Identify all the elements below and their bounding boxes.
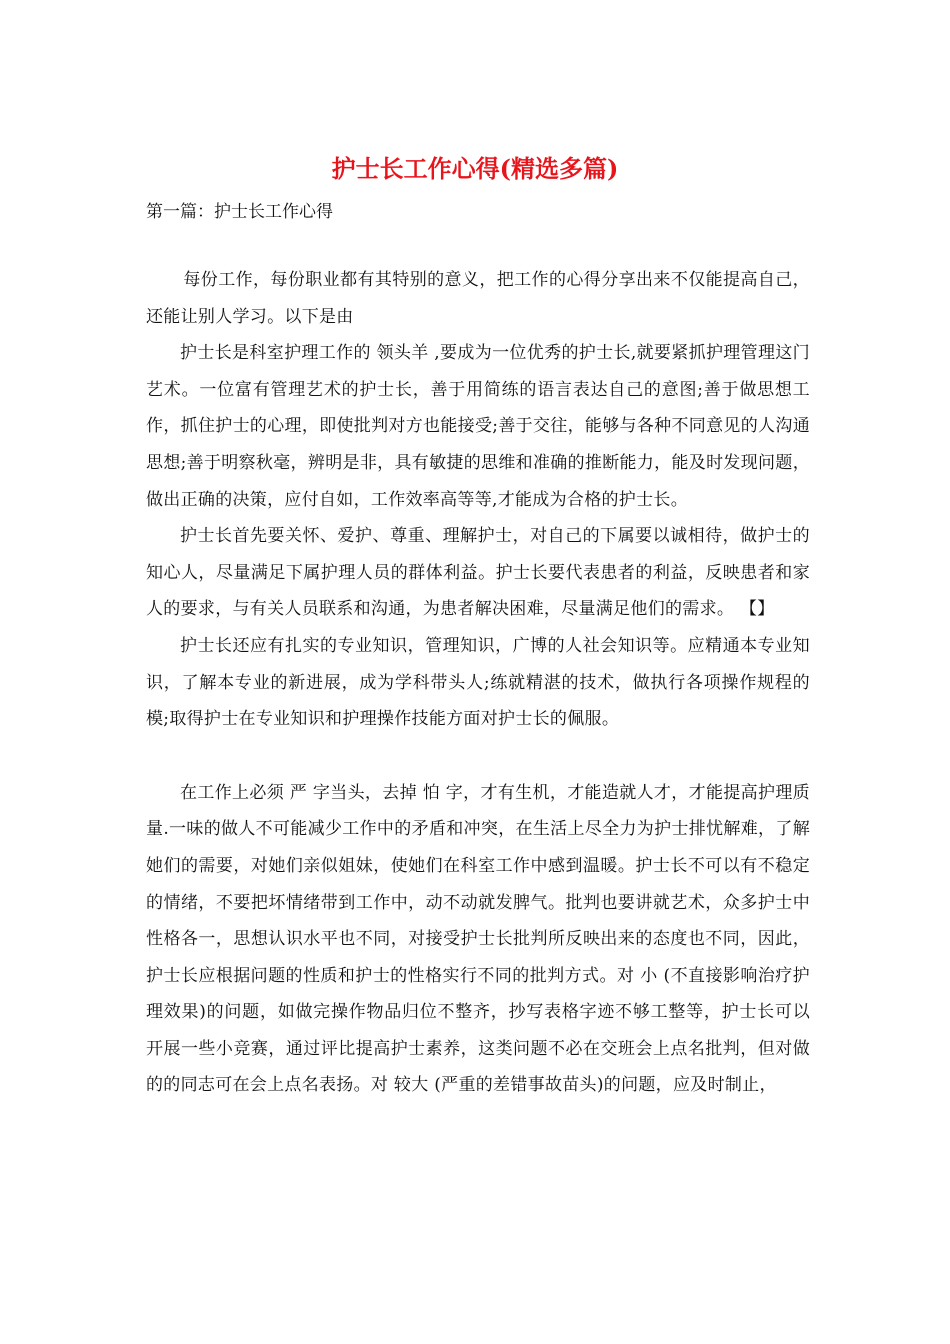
paragraph-intro: 每份工作，每份职业都有其特别的意义，把工作的心得分享出来不仅能提高自己，还能让别人学习。以下是由 [146,270,810,327]
paragraph: 护士长还应有扎实的专业知识，管理知识，广博的人社会知识等。应精通本专业知识，了解本专业的新进展，成为学科带头人;练就精湛的技术，做执行各项操作规程的模;取得护士在专业知识和护理操作技能方面对护士长的佩服。 [146,635,810,730]
paragraph: 护士长是科室护理工作的 领头羊 ,要成为一位优秀的护士长,就要紧抓护理管理这门艺术。一位富有管理艺术的护士长，善于用简练的语言表达自己的意图;善于做思想工作，抓住护士的心理，即使批判对方也能接受;善于交往，能够与各种不同意见的人沟通思想;善于明察秋毫，辨明是非，具有敏捷的思维和准确的推断能力，能及时发现问题，做出正确的决策，应付自如，工作效率高等等,才能成为合格的护士长。 [146,343,810,510]
paragraph: 在工作上必须 严 字当头，去掉 怕 字，才有生机，才能造就人才，才能提高护理质量.一味的做人不可能减少工作中的矛盾和冲突，在生活上尽全力为护士排忧解难，了解她们的需要，对她们亲似姐妹，使她们在科室工作中感到温暖。护士长不可以有不稳定的情绪，不要把坏情绪带到工作中，动不动就发脾气。批判也要讲就艺术，众多护士中性格各一，思想认识水平也不同，对接受护士长批判所反映出来的态度也不同，因此，护士长应根据问题的性质和护士的性格实行不同的批判方式。对 小 (不直接影响治疗护理效果)的问题，如做完操作物品归位不整齐，抄写表格字迹不够工整等，护士长可以开展一些小竞赛，通过评比提高护士素养，这类问题不必在交班会上点名批判，但对做的的同志可在会上点名表扬。对 较大 (严重的差错事故苗头)的问题，应及时制止， [146,782,810,1096]
document-body [146,262,810,1104]
section-heading: 第一篇：护士长工作心得 [146,202,333,222]
paragraph-spacer [146,738,810,775]
document-title: 护士长工作心得(精选多篇) [331,154,619,183]
paragraph: 护士长首先要关怀、爱护、尊重、理解护士，对自己的下属要以诚相待，做护士的知心人，尽量满足下属护理人员的群体利益。护士长要代表患者的利益，反映患者和家人的要求，与有关人员联系和沟通，为患者解决困难，尽量满足他们的需求。 【】 [146,526,810,620]
